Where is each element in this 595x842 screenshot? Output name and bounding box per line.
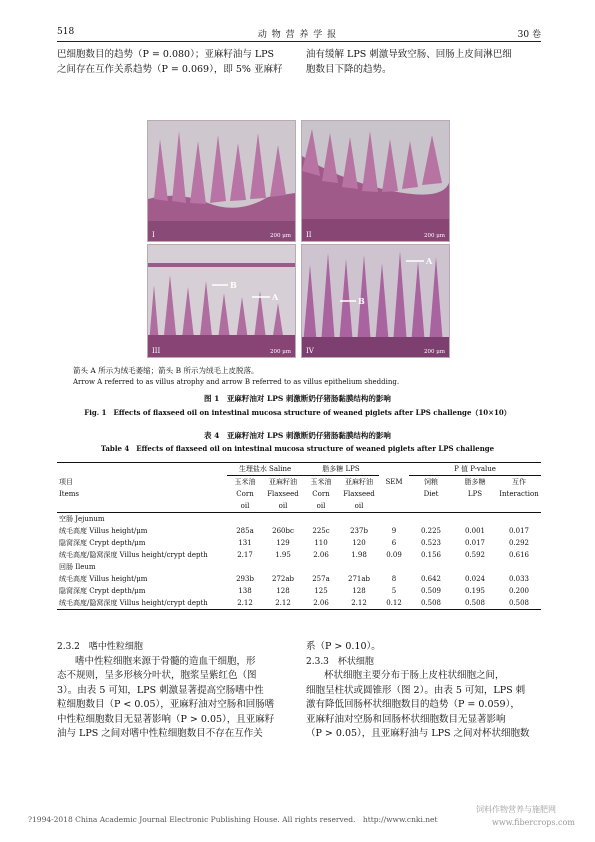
table-row bbox=[57, 597, 541, 610]
table-header: Corn bbox=[236, 490, 254, 498]
data-table bbox=[57, 462, 541, 610]
table-header: oil bbox=[278, 502, 288, 510]
text-line: 杯状细胞主要分布于肠上皮柱状细胞之间， bbox=[324, 670, 505, 681]
micrograph-image bbox=[148, 121, 295, 241]
table-header bbox=[57, 463, 227, 476]
table-cell: 0.09 bbox=[386, 551, 402, 559]
text-line: 巴细胞数目的趋势（P = 0.080）；亚麻籽油与 LPS bbox=[57, 49, 275, 60]
table-header: oil bbox=[354, 502, 364, 510]
text-line: 油有缓解 LPS 刺激导致空肠、回肠上皮间淋巴细 bbox=[306, 49, 512, 60]
table-cell: 125 bbox=[314, 587, 328, 595]
table-header: 亚麻籽油 bbox=[345, 478, 373, 486]
table-caption-cn: 表 4 亚麻籽油对 LPS 刺激断奶仔猪肠黏膜结构的影响 bbox=[204, 431, 391, 440]
figure-caption-cn: 图 1 亚麻籽油对 LPS 刺激断奶仔猪肠黏膜结构的影响 bbox=[204, 394, 391, 403]
table-cell: 272ab bbox=[271, 575, 294, 583]
table-cell: 0.195 bbox=[464, 587, 486, 595]
table-cell: 128 bbox=[276, 587, 290, 595]
table-cell: 131 bbox=[238, 539, 252, 547]
table-cell: 0.508 bbox=[464, 599, 486, 607]
header-rule bbox=[57, 41, 541, 42]
table-header: oil bbox=[240, 502, 250, 510]
section-heading: 2.3.2 嗜中性粒细胞 bbox=[57, 642, 143, 652]
table-header: SEM bbox=[385, 477, 403, 486]
panel-label: III bbox=[152, 347, 161, 355]
table-header: Flaxseed bbox=[343, 490, 375, 498]
watermark-url: www.fibercrops.com bbox=[492, 818, 575, 827]
figure-caption-en: Fig. 1 Effects of flaxseed oil on intestinal mucosa structure of weaned piglets after LPS challenge（10×10） bbox=[84, 408, 511, 417]
table-header: 项目 bbox=[59, 477, 73, 486]
table-header bbox=[379, 488, 409, 500]
section-label: 回肠 Ileum bbox=[59, 563, 96, 571]
text-line: 胞数目下降的趋势。 bbox=[306, 63, 392, 75]
table-cell: 9 bbox=[391, 527, 397, 535]
table-cell: 2.06 bbox=[313, 599, 329, 607]
row-label: 绒毛高度/隐窝深度 Villus height/crypt depth bbox=[59, 599, 208, 607]
figure-note-cn: 箭头 A 所示为绒毛萎缩；箭头 B 所示为绒毛上皮脱落。 bbox=[73, 366, 259, 375]
table-cell: 0.292 bbox=[508, 539, 530, 547]
row-label: 绒毛高度 Villus height/μm bbox=[59, 527, 148, 535]
table-cell: 5 bbox=[391, 587, 397, 595]
table-cell: 0.001 bbox=[464, 527, 486, 535]
table-header bbox=[379, 500, 409, 513]
table-header bbox=[57, 500, 227, 513]
text-line: 细胞呈柱状或圆锥形（图 2）。由表 5 可知，LPS 刺 bbox=[306, 684, 526, 696]
table-cell: 0.12 bbox=[386, 599, 402, 607]
text-line: 中性粒细胞数目无显著影响（P > 0.05），且亚麻籽 bbox=[57, 713, 275, 725]
table-header bbox=[497, 500, 541, 513]
table-cell: 128 bbox=[352, 587, 366, 595]
text-line: 激有降低回肠杯状细胞数目的趋势（P = 0.059）， bbox=[306, 699, 520, 710]
micrograph-panel-3 bbox=[147, 244, 296, 358]
text-line: 油与 LPS 之间对嗜中性粒细胞数目不存在互作关 bbox=[57, 728, 263, 739]
micrograph-panel-2 bbox=[301, 120, 450, 242]
micrograph-image bbox=[302, 121, 449, 241]
scale-bar-label: 200 μm bbox=[423, 233, 445, 239]
table-cell: 293b bbox=[236, 575, 254, 583]
table-cell: 0.033 bbox=[508, 575, 530, 583]
journal-title: 动 物 营 养 学 报 bbox=[257, 30, 338, 40]
section-goblet bbox=[306, 640, 542, 742]
table-header: Items bbox=[59, 490, 79, 498]
table-row bbox=[57, 585, 541, 597]
table-header: Corn bbox=[312, 490, 330, 498]
table-caption-en: Table 4 Effects of flaxseed oil on intestinal mucosa structure of weaned piglets after LPS challenge bbox=[100, 444, 495, 453]
table-cell: 0.508 bbox=[420, 599, 442, 607]
table-cell: 138 bbox=[238, 587, 252, 595]
text-line: 嗜中性粒细胞来源于骨髓的造血干细胞，形 bbox=[75, 655, 256, 667]
table-cell: 0.616 bbox=[508, 551, 530, 559]
table-cell: 0.017 bbox=[464, 539, 486, 547]
table-header: Interaction bbox=[499, 490, 539, 498]
table-section-row bbox=[57, 513, 541, 526]
text-line: 3）。由表 5 可知，LPS 刺激显著提高空肠嗜中性 bbox=[57, 684, 264, 696]
table-cell: 1.95 bbox=[275, 551, 291, 559]
table-header bbox=[409, 500, 453, 513]
micrograph-panel-1 bbox=[147, 120, 296, 242]
text-line: 态不规则，呈多形核分叶状，胞浆呈紫红色（图 bbox=[57, 670, 257, 681]
table-row bbox=[57, 549, 541, 561]
top-text-right bbox=[306, 48, 542, 77]
scale-bar-label: 200 μm bbox=[269, 233, 291, 239]
table-cell: 2.12 bbox=[237, 599, 253, 607]
row-label: 绒毛高度 Villus height/μm bbox=[59, 575, 148, 583]
table-header bbox=[379, 463, 409, 476]
table-header: 亚麻籽油 bbox=[269, 478, 297, 486]
volume-number: 30 卷 bbox=[517, 30, 541, 40]
table-cell: 285a bbox=[236, 527, 254, 535]
table-header: LPS bbox=[467, 490, 483, 498]
table-header: 脂多糖 bbox=[464, 478, 486, 486]
table-section-row bbox=[57, 561, 541, 573]
top-text-left bbox=[57, 48, 302, 77]
table-header: 互作 bbox=[512, 478, 526, 486]
copyright-footer: ?1994-2018 China Academic Journal Electronic Publishing House. All rights reserved. http://www.cnki.net bbox=[28, 815, 438, 824]
table-cell: 120 bbox=[352, 539, 366, 547]
table-cell: 110 bbox=[314, 539, 328, 547]
row-label: 隐窝深度 Crypt depth/μm bbox=[59, 539, 146, 547]
table-header: 玉米油 bbox=[234, 478, 256, 486]
table-cell: 0.509 bbox=[420, 587, 442, 595]
table-header: Diet bbox=[423, 490, 439, 498]
arrow-label: A bbox=[426, 256, 433, 266]
table-cell: 129 bbox=[276, 539, 290, 547]
table-header: 饲粮 bbox=[424, 478, 438, 486]
table-header: Flaxseed bbox=[267, 490, 299, 498]
text-line: 亚麻籽油对空肠和回肠杯状细胞数目无显著影响 bbox=[306, 713, 506, 725]
section-heading: 2.3.3 杯状细胞 bbox=[306, 656, 374, 667]
table-body bbox=[57, 513, 541, 610]
table-cell: 0.156 bbox=[420, 551, 442, 559]
table-cell: 0.017 bbox=[508, 527, 530, 535]
table-cell: 2.17 bbox=[237, 551, 253, 559]
table-cell: 237b bbox=[350, 527, 368, 535]
row-label: 隐窝深度 Crypt depth/μm bbox=[59, 587, 146, 595]
table-header: oil bbox=[316, 502, 326, 510]
figure-note-en: Arrow A referred to as villus atrophy and arrow B referred to as villus epithelium shedding. bbox=[73, 378, 400, 386]
table-cell: 257a bbox=[312, 575, 330, 583]
text-line: 之间存在互作关系趋势（P = 0.069），即 5% 亚麻籽 bbox=[57, 63, 283, 75]
watermark-cn: 饲料作物营养与施肥网 bbox=[476, 805, 556, 814]
table-cell: 0.523 bbox=[420, 539, 442, 547]
table-cell: 6 bbox=[391, 539, 397, 547]
section-label: 空肠 Jejunum bbox=[59, 515, 105, 523]
table-cell: 0.508 bbox=[508, 599, 530, 607]
table-cell: 0.024 bbox=[464, 575, 486, 583]
table-header: 脂多糖 LPS bbox=[303, 463, 379, 476]
table-header bbox=[453, 500, 497, 513]
arrow-label: A bbox=[272, 292, 279, 302]
table-row bbox=[57, 573, 541, 585]
table-cell: 2.12 bbox=[275, 599, 291, 607]
section-neutrophils bbox=[57, 640, 302, 742]
page-number: 518 bbox=[57, 27, 75, 37]
table-header: P 值 P-value bbox=[409, 463, 541, 476]
table-header: 生理盐水 Saline bbox=[227, 463, 303, 476]
table-cell: 0.200 bbox=[508, 587, 530, 595]
table-cell: 0.642 bbox=[420, 575, 442, 583]
table-cell: 0.592 bbox=[464, 551, 486, 559]
text-line: （P > 0.05），且亚麻籽油与 LPS 之间对杯状细胞数 bbox=[306, 728, 530, 739]
table-cell: 260bc bbox=[272, 527, 294, 535]
table-cell: 2.06 bbox=[313, 551, 329, 559]
table-header: 玉米油 bbox=[310, 478, 332, 486]
scale-bar-label: 200 μm bbox=[423, 349, 445, 355]
table-cell: 2.12 bbox=[351, 599, 367, 607]
table-cell: 1.98 bbox=[351, 551, 367, 559]
text-line: 粒细胞数目（P < 0.05），亚麻籽油对空肠和回肠嗜 bbox=[57, 699, 275, 710]
arrow-label: B bbox=[358, 296, 365, 306]
row-label: 绒毛高度/隐窝深度 Villus height/crypt depth bbox=[59, 551, 208, 559]
table-cell: 8 bbox=[391, 575, 397, 583]
table-cell: 271ab bbox=[347, 575, 370, 583]
arrow-label: B bbox=[230, 280, 237, 290]
table-cell: 225c bbox=[312, 527, 330, 535]
panel-label: II bbox=[306, 231, 312, 239]
panel-label: IV bbox=[306, 347, 314, 355]
scale-bar-label: 200 μm bbox=[269, 349, 291, 355]
table-cell: 0.225 bbox=[420, 527, 442, 535]
text-line: 系（P > 0.10）。 bbox=[306, 641, 381, 652]
micrograph-panel-4 bbox=[301, 244, 450, 358]
panel-label: I bbox=[152, 231, 155, 239]
table-row bbox=[57, 537, 541, 549]
table-row bbox=[57, 525, 541, 537]
